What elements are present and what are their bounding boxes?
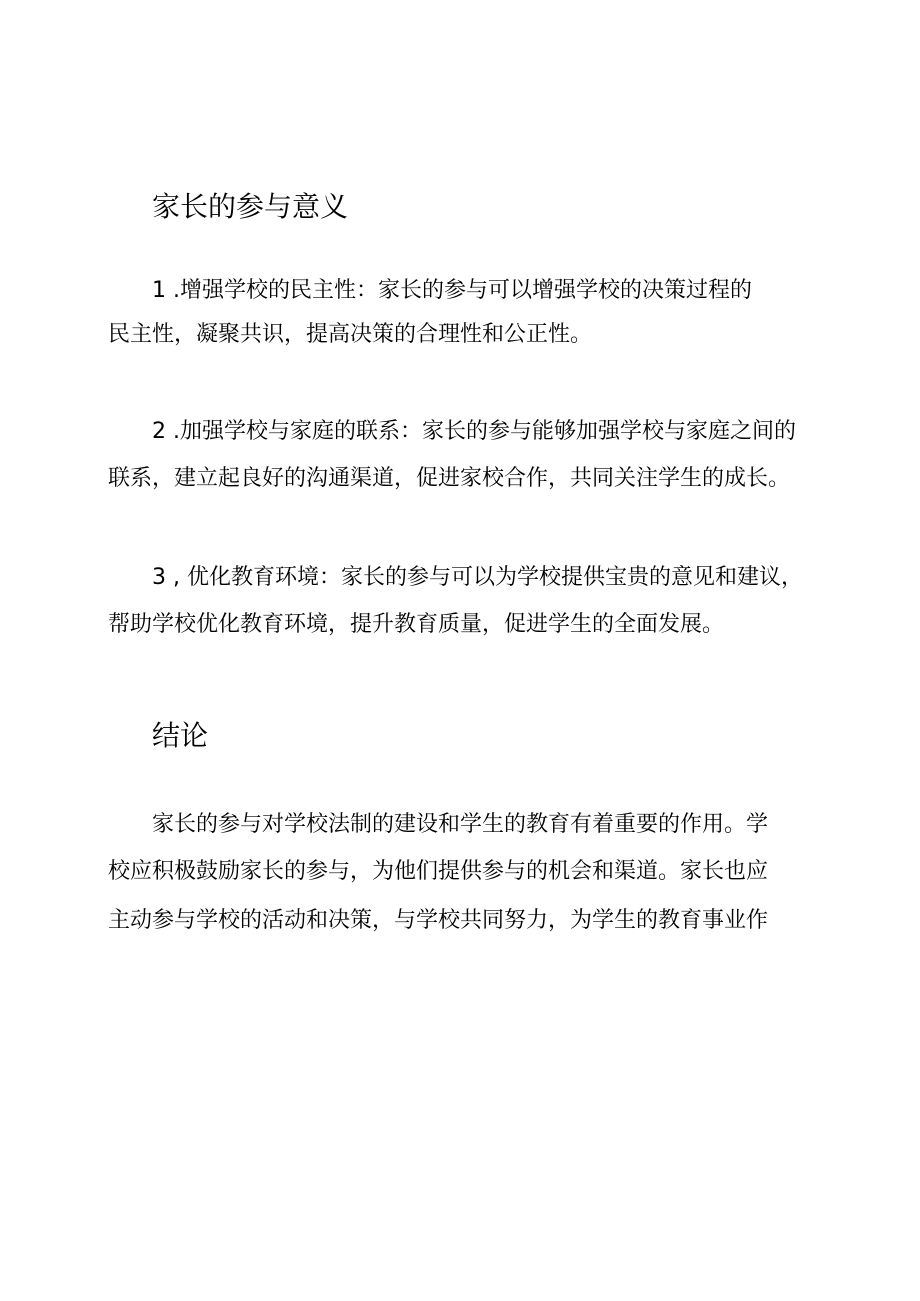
item-2-line-1: 2 .加强学校与家庭的联系：家长的参与能够加强学校与家庭之间的 bbox=[152, 419, 796, 444]
item-2-line-2: 联系，建立起良好的沟通渠道，促进家校合作，共同关注学生的成长。 bbox=[108, 466, 791, 491]
item-3-line-2: 帮助学校优化教育环境，提升教育质量，促进学生的全面发展。 bbox=[108, 612, 725, 637]
section-heading-conclusion: 结论 bbox=[152, 719, 209, 752]
conclusion-line-2: 校应积极鼓励家长的参与，为他们提供参与的机会和渠道。家长也应 bbox=[108, 859, 769, 884]
item-1-line-2: 民主性，凝聚共识，提高决策的合理性和公正性。 bbox=[108, 322, 593, 347]
item-3-line-1: 3 , 优化教育环境：家长的参与可以为学校提供宝贵的意见和建议， bbox=[152, 565, 803, 590]
conclusion-line-1: 家长的参与对学校法制的建设和学生的教育有着重要的作用。学 bbox=[152, 812, 769, 837]
section-heading-significance: 家长的参与意义 bbox=[152, 190, 349, 223]
item-1-line-1: 1 .增强学校的民主性：家长的参与可以增强学校的决策过程的 bbox=[152, 278, 752, 303]
conclusion-line-3: 主动参与学校的活动和决策，与学校共同努力，为学生的教育事业作 bbox=[108, 908, 769, 933]
